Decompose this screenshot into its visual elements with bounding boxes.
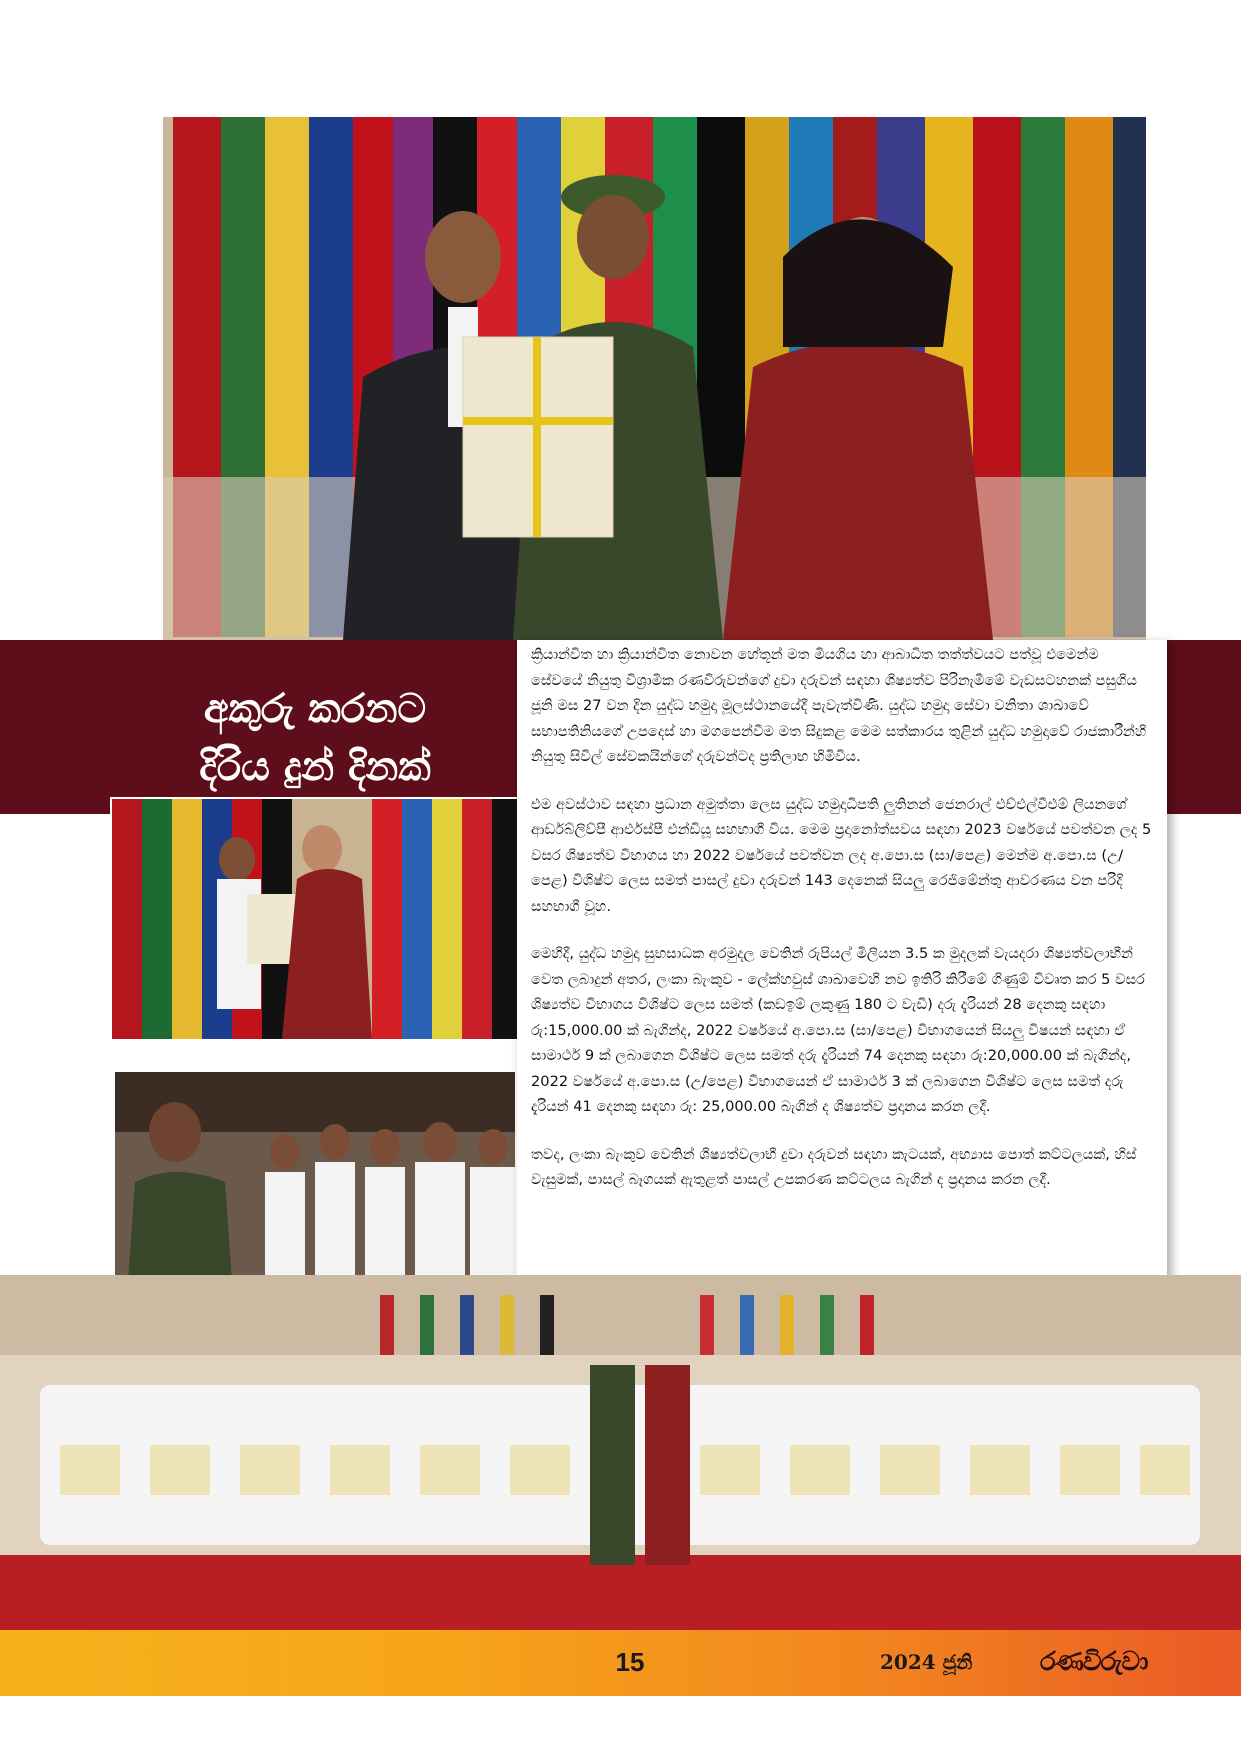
group-photo: [0, 1275, 1241, 1630]
article-paragraph-1: ක්‍රියාන්විත හා ක්‍රියාන්විත නොවන හේතූන් මත මියගිය හා ආබාධිත තත්ත්වයට පත්වූ එමෙන්ම සේවයේ නියුතු විශ්‍රාමික රණවිරුවන්ගේ දුවා දරුවන් සඳහා ශිෂ්‍යත්ව පිරිනැමීමේ වැඩසටහනක් පසුගිය ජූනි මස 27 වන දින යුද්ධ හමුදා මූලස්ථානයේදී පැවැත්විණි. යුද්ධ හමුදා සේවා වනිතා ශාඛාවේ සභාපතිනියගේ උපදෙස් හා මගපෙන්වීම මත සිදුකළ මෙම සත්කාරය තුළින් යුද්ධ හමුදාවේ රාජකාරීන්හි නියුතු සිවිල් සේවකයින්ගේ දරුවන්ටද ප්‍රතිලාභ හිමිවිය.: [531, 646, 1147, 765]
title-line-1: අකුරු කරනට: [203, 686, 427, 732]
article-paragraph-2: එම අවස්ථාව සඳහා ප්‍රධාන අමුත්තා ලෙස යුද්ධ හමුදාධිපති ලුතිනන් ජෙනරාල් එච්එල්වීඑම් ලියනගේ ආර්ඩබ්ලිව්පී ආර්එස්පී එන්ඩියූ සහභාගී විය. මෙම ප්‍රදානෝත්සවය සඳහා 2023 වර්ෂයේ පවත්වන ලද 5 වසර ශිෂ්‍යත්ව විභාගය හා 2022 වර්ෂයේ පවත්වන ලද අ.පො.ස (සා/පෙළ) මෙන්ම අ.පො.ස (උ/පෙළ) විශිෂ්ට ලෙස සමත් පාසල් දුවා දරුවන් 143 දෙනෙක් සියලු රෙජිමේන්තු ආවරණය වන පරිදි සහභාගී වූහ.: [531, 795, 1152, 915]
issue-date: 2024 ජූනි: [880, 1650, 973, 1674]
article-paragraph-3: මෙහිදී, යුද්ධ හමුදා සුභසාධක අරමුදල වෙතින් රුපියල් මිලියන 3.5 ක මුදලක් වැයදරා ශිෂ්‍යත්වලාභීන් වෙත ලබාදුන් අතර, ලංකා බැංකුව - ලේක්හවුස් ශාඛාවෙහි නව ඉතිරි කිරීමේ ගිණුම් විවෘත කර 5 වසර ශිෂ්‍යත්ව විභාගය විශිෂ්ට ලෙස සමත් (කඩඉම් ලකුණු 180 ට වැඩි) දරු දැරියන් 28 දෙනකු සඳහා රු:15,000.00 ක් බැගින්ද, 2022 වර්ෂයේ අ.පො.ස (සා/පෙළ) විභාගයෙන් සියලු විෂයන් සඳහා ඒ සාමාර්ථ 9 ක් ලබාගෙන විශිෂ්ට ලෙස සමත් දරු දැරියන් 74 දෙනකු සඳහා රු:20,000.00 ක් බැගින්ද, 2022 වර්ෂයේ අ.පො.ස (උ/පෙළ) විභාගයෙන් ඒ සාමාර්ථ 3 ක් ලබාගෙන විශිෂ්ට ලෙස සමත් දරු දැරියන් 41 දෙනකු සඳහා රු: 25,000.00 බැගින් ද ශිෂ්‍යත්ව ප්‍රදානය කරන ලදී.: [531, 945, 1145, 1115]
article-text-box: [517, 640, 1167, 1322]
gift-box: [463, 337, 613, 537]
main-photo: [163, 117, 1146, 640]
article-paragraph-4: තවද, ලංකා බැංකුව වෙතින් ශිෂ්‍යත්වලාභී දුවා දරුවන් සඳහා කැටයක්, අභ්‍යාස පොත් කට්ටලයක්, හිස් වැසුමක්, පාසල් බෑගයක් ඇතුළත් පාසල් උපකරණ කට්ටලය බැගින් ද ප්‍රදානය කරන ලදී.: [531, 1145, 1137, 1188]
photo-girl-award: [110, 797, 519, 1041]
magazine-logo: රණවිරුවා: [1040, 1647, 1148, 1677]
article-title: [150, 680, 480, 796]
page-number: 15: [615, 1647, 645, 1677]
title-line-2: දිරිය දුන් දිනක්: [199, 744, 431, 790]
